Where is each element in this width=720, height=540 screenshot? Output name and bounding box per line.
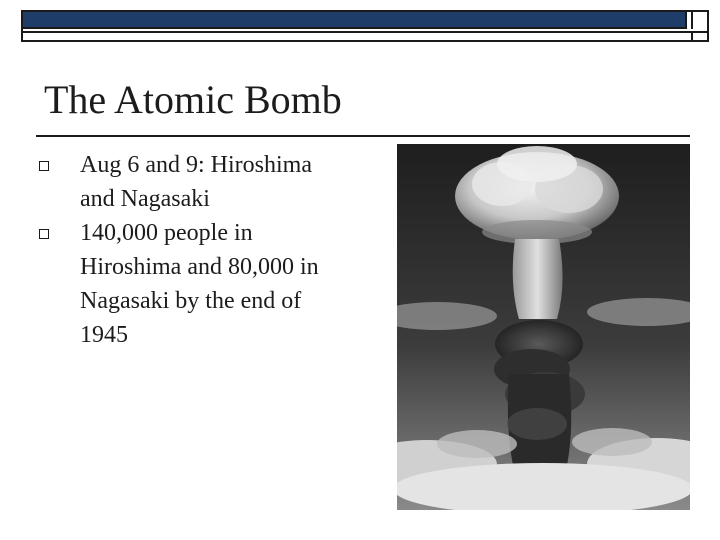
bullet-text: Aug 6 and 9: Hiroshima and Nagasaki: [80, 152, 312, 212]
top-corner-square: [691, 12, 705, 29]
slide-title: The Atomic Bomb: [44, 77, 342, 122]
top-divider-line: [23, 31, 707, 33]
top-corner-square-lower: [691, 33, 705, 40]
bullet-text: 140,000 people in Hiroshima and 80,000 in Nagasaki by the end of 1945: [80, 220, 319, 348]
bullet-item: [0, 216, 360, 352]
mushroom-cloud-photo: [397, 144, 690, 510]
square-bullet-icon: [39, 229, 49, 239]
top-decorative-frame: [21, 10, 709, 42]
square-bullet-icon: [39, 161, 49, 171]
bullet-item: [0, 148, 360, 216]
bullet-list: [0, 148, 360, 352]
title-underline: [36, 135, 690, 137]
top-color-band: [23, 12, 687, 29]
